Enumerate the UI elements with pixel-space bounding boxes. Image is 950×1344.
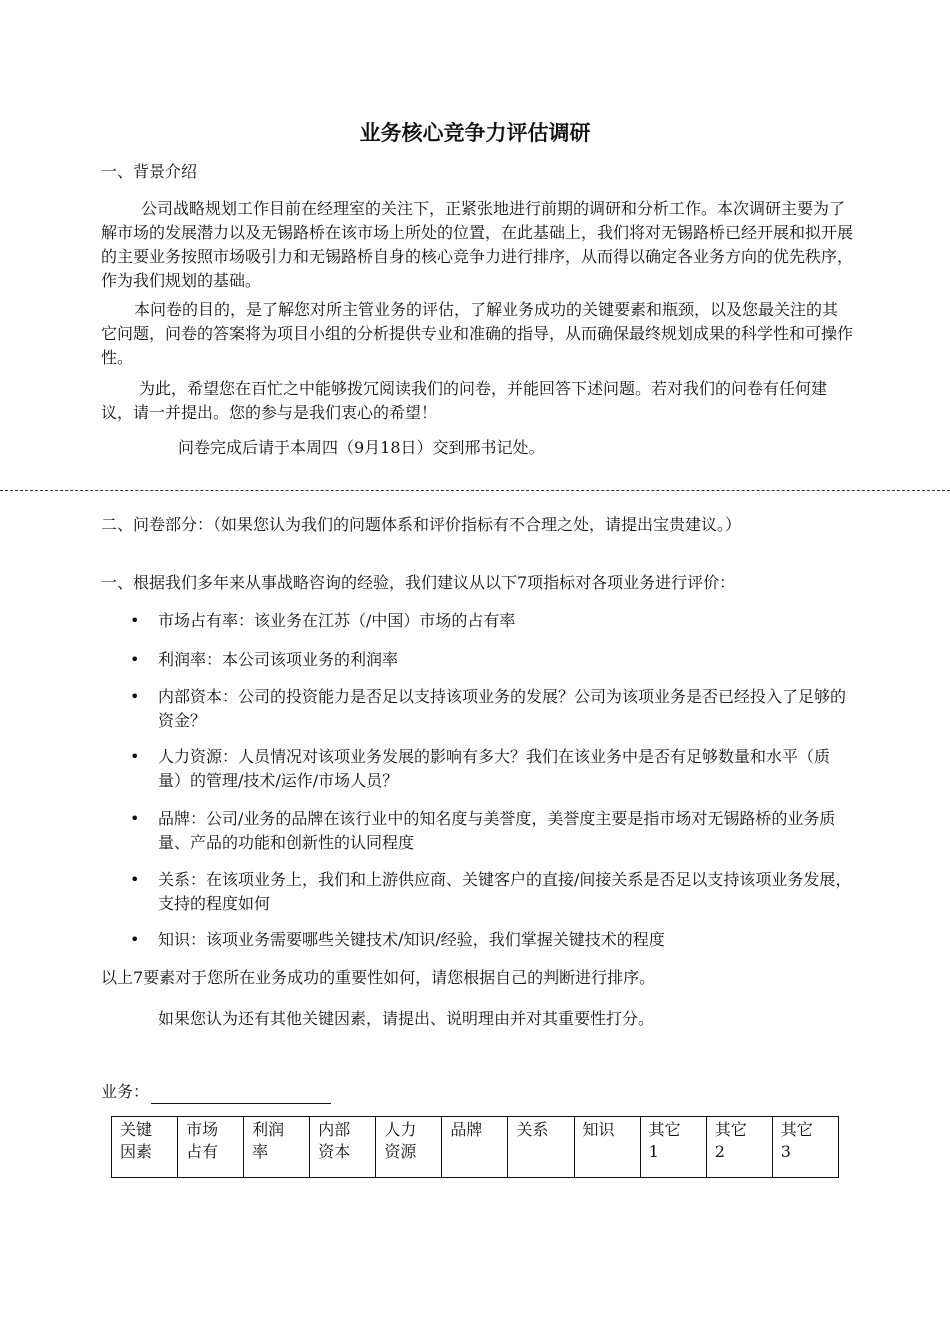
business-field: [101, 1080, 501, 1104]
background-paragraph-3: 为此，希望您在百忙之中能够拨冗阅读我们的问卷，并能回答下述问题。若对我们的问卷有任何建议，请一并提出。您的参与是我们衷心的希望！: [101, 379, 828, 422]
criteria-market-share: 市场占有率：该业务在江苏（/中国）市场的占有率: [158, 611, 516, 630]
other-factors-instruction: 如果您认为还有其他关键因素，请提出、说明理由并对其重要性打分。: [158, 1009, 655, 1028]
document-title: 业务核心竞争力评估调研: [359, 121, 591, 145]
table-header-cell: 其它 2: [706, 1117, 772, 1178]
table-header-cell: 其它 1: [640, 1117, 706, 1178]
question-1-intro: 一、根据我们多年来从事战略咨询的经验，我们建议从以下7项指标对各项业务进行评价：: [101, 573, 736, 592]
background-paragraph-2: 本问卷的目的，是了解您对所主管业务的评估，了解业务成功的关键要素和瓶颈，以及您最关注的其它问题，问卷的答案将为项目小组的分析提供专业和准确的指导，从而确保最终规划成果的科学性和可操作性。: [101, 300, 854, 367]
table-header-cell: 其它 3: [772, 1117, 838, 1178]
list-item: [130, 928, 858, 952]
bullet-icon: •: [130, 747, 140, 766]
criteria-relationships: 关系：在该项业务上，我们和上游供应商、关键客户的直接/间接关系是否足以支持该项业务发展，支持的程度如何: [158, 870, 852, 913]
criteria-human-resources: 人力资源：人员情况对该项业务发展的影响有多大？我们在该业务中是否有足够数量和水平（质量）的管理/技术/运作/市场人员？: [158, 747, 831, 790]
criteria-knowledge: 知识：该项业务需要哪些关键技术/知识/经验，我们掌握关键技术的程度: [158, 930, 665, 949]
table-header-cell: 内部 资本: [310, 1117, 376, 1178]
list-item: [130, 685, 852, 733]
table-header-cell: 关系: [508, 1117, 574, 1178]
business-input-line[interactable]: [151, 1085, 331, 1104]
bullet-icon: •: [130, 611, 140, 630]
list-item: [130, 868, 852, 916]
table-row: [112, 1117, 839, 1178]
bullet-icon: •: [130, 870, 140, 889]
table-header-cell: 市场 占有: [178, 1117, 244, 1178]
table-header-cell: 知识: [574, 1117, 640, 1178]
dashed-divider: [0, 490, 950, 491]
table-header-cell: 品牌: [442, 1117, 508, 1178]
list-item: [130, 745, 852, 793]
section1-heading: 一、背景介绍: [101, 162, 198, 181]
bullet-icon: •: [130, 809, 140, 828]
background-paragraph-1: 公司战略规划工作目前在经理室的关注下，正紧张地进行前期的调研和分析工作。本次调研主要为了解市场的发展潜力以及无锡路桥在该市场上所处的位置，在此基础上，我们将对无锡路桥已经开展和拟开展的主要业务按照市场吸引力和无锡路桥自身的核心竞争力进行排序，从而得以确定各业务方向的优先秩序，作为我们规划的基础。: [101, 199, 854, 290]
criteria-internal-capital: 内部资本：公司的投资能力是否足以支持该项业务的发展？公司为该项业务是否已经投入了足够的资金？: [158, 687, 847, 730]
bullet-icon: •: [130, 650, 140, 669]
list-item: [130, 648, 858, 672]
bullet-icon: •: [130, 930, 140, 949]
deadline-note: 问卷完成后请于本周四（9月18日）交到邢书记处。: [178, 438, 545, 457]
list-item: [130, 807, 852, 855]
list-item: [130, 609, 858, 633]
ranking-instruction: 以上7要素对于您所在业务成功的重要性如何，请您根据自己的判断进行排序。: [101, 968, 656, 987]
table-header-cell: 关键 因素: [112, 1117, 178, 1178]
business-label: 业务：: [101, 1082, 150, 1101]
table-header-cell: 利润 率: [244, 1117, 310, 1178]
table-header-cell: 人力 资源: [376, 1117, 442, 1178]
criteria-brand: 品牌：公司/业务的品牌在该行业中的知名度与美誉度，美誉度主要是指市场对无锡路桥的业务质量、产品的功能和创新性的认同程度: [158, 809, 836, 852]
criteria-profit-margin: 利润率：本公司该项业务的利润率: [158, 650, 399, 669]
key-factors-table: [111, 1116, 839, 1178]
bullet-icon: •: [130, 687, 140, 706]
section2-heading: 二、问卷部分：（如果您认为我们的问题体系和评价指标有不合理之处，请提出宝贵建议。）: [101, 515, 742, 534]
